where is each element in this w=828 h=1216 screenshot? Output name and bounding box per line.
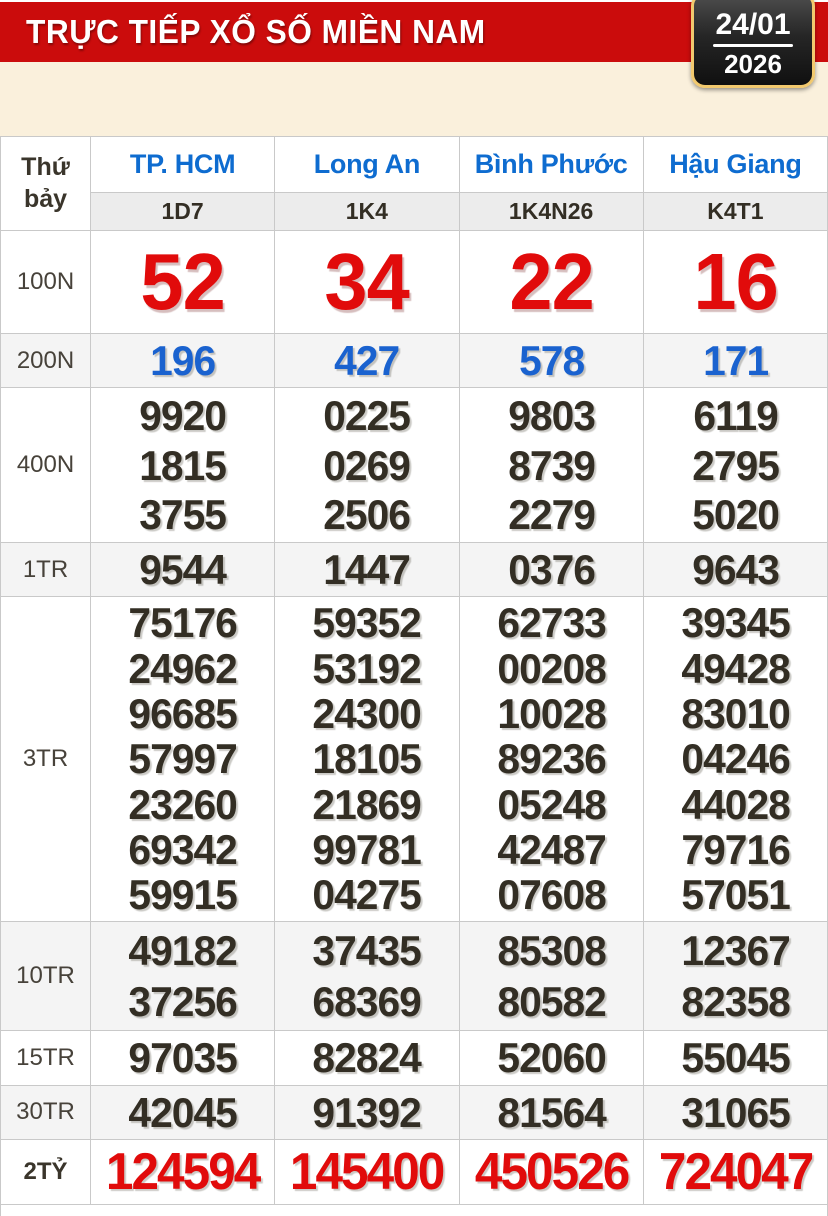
result-cell bbox=[275, 1140, 459, 1205]
result-number: 39345 bbox=[681, 599, 790, 647]
result-cell bbox=[643, 388, 827, 542]
draw-code-longan: 1K4 bbox=[275, 193, 459, 231]
result-cell bbox=[91, 334, 275, 388]
result-number: 9920 bbox=[139, 392, 227, 440]
province-tab-longan[interactable]: Long An bbox=[275, 137, 459, 193]
result-number: 79716 bbox=[681, 826, 790, 874]
province-tab-haugiang[interactable]: Hậu Giang bbox=[643, 137, 827, 193]
result-cell bbox=[459, 1140, 643, 1205]
result-number: 9544 bbox=[139, 545, 227, 593]
result-number: 0225 bbox=[323, 392, 411, 440]
result-cell bbox=[643, 542, 827, 596]
result-number: 8739 bbox=[507, 441, 595, 489]
result-cell bbox=[643, 1140, 827, 1205]
date-separator bbox=[713, 44, 793, 47]
result-cell bbox=[459, 1031, 643, 1085]
result-number: 52060 bbox=[496, 1034, 606, 1082]
prize-label-400N: 400N bbox=[1, 388, 91, 542]
prize-label-2TỶ: 2TỶ bbox=[1, 1140, 91, 1205]
result-number: 2279 bbox=[507, 490, 595, 538]
result-number: 22 bbox=[508, 237, 594, 326]
result-number: 00208 bbox=[496, 644, 606, 692]
result-number: 52 bbox=[140, 237, 225, 326]
page-header bbox=[0, 0, 828, 79]
prize-label-100N: 100N bbox=[1, 231, 91, 334]
result-number: 80582 bbox=[496, 978, 606, 1026]
prize-row-200N bbox=[1, 334, 828, 388]
result-number: 34 bbox=[324, 237, 410, 326]
prize-row-1TR bbox=[1, 542, 828, 596]
result-number: 04246 bbox=[681, 735, 790, 783]
result-number: 427 bbox=[334, 337, 400, 384]
result-cell bbox=[459, 388, 643, 542]
prize-row-15TR bbox=[1, 1031, 828, 1085]
page-title: TRỰC TIẾP XỔ SỐ MIỀN NAM bbox=[26, 13, 486, 50]
result-cell bbox=[91, 542, 275, 596]
result-number: 59915 bbox=[128, 871, 237, 919]
prize-row-10TR bbox=[1, 921, 828, 1030]
result-number: 81564 bbox=[496, 1088, 606, 1136]
prize-row-400N bbox=[1, 388, 828, 542]
lottery-results-table bbox=[0, 136, 828, 1205]
result-number: 55045 bbox=[681, 1034, 790, 1082]
result-number: 12367 bbox=[681, 926, 790, 974]
result-number: 2506 bbox=[323, 490, 411, 538]
result-number: 62733 bbox=[496, 599, 606, 647]
result-number: 6119 bbox=[693, 392, 778, 440]
result-number: 82358 bbox=[681, 978, 790, 1026]
result-cell bbox=[643, 921, 827, 1030]
result-number: 49182 bbox=[128, 926, 237, 974]
result-number: 59352 bbox=[312, 599, 422, 647]
result-cell bbox=[91, 388, 275, 542]
result-cell bbox=[459, 1085, 643, 1139]
draw-code-binhphuoc: 1K4N26 bbox=[459, 193, 643, 231]
result-number: 0376 bbox=[507, 545, 595, 593]
result-number: 89236 bbox=[496, 735, 606, 783]
province-header-row bbox=[1, 137, 828, 193]
result-cell bbox=[91, 1031, 275, 1085]
result-number: 97035 bbox=[128, 1034, 237, 1082]
result-number: 04275 bbox=[312, 871, 422, 919]
result-number: 9803 bbox=[507, 392, 595, 440]
prize-label-200N: 200N bbox=[1, 334, 91, 388]
weekday-label: Thứ bảy bbox=[1, 137, 91, 231]
result-cell bbox=[459, 921, 643, 1030]
result-number: 124594 bbox=[105, 1143, 260, 1202]
result-number: 23260 bbox=[128, 780, 237, 828]
prize-row-30TR bbox=[1, 1085, 828, 1139]
draw-code-row bbox=[1, 193, 828, 231]
result-number: 82824 bbox=[312, 1034, 422, 1082]
result-cell bbox=[275, 542, 459, 596]
result-cell bbox=[91, 921, 275, 1030]
result-cell bbox=[275, 921, 459, 1030]
result-number: 724047 bbox=[658, 1143, 813, 1202]
result-cell bbox=[459, 542, 643, 596]
result-cell bbox=[459, 231, 643, 334]
result-cell bbox=[643, 597, 827, 922]
prize-row-3TR bbox=[1, 597, 828, 922]
result-number: 2795 bbox=[691, 441, 779, 489]
result-number: 85308 bbox=[496, 926, 606, 974]
result-cell bbox=[275, 597, 459, 922]
result-number: 75176 bbox=[128, 599, 237, 647]
result-number: 578 bbox=[518, 337, 584, 384]
result-number: 24300 bbox=[312, 690, 422, 737]
result-number: 145400 bbox=[290, 1143, 444, 1202]
result-number: 69342 bbox=[128, 826, 237, 874]
result-number: 450526 bbox=[474, 1143, 628, 1202]
result-cell bbox=[275, 231, 459, 334]
province-tab-tphcm[interactable]: TP. HCM bbox=[91, 137, 275, 193]
result-number: 37435 bbox=[312, 926, 422, 974]
result-number: 05248 bbox=[496, 780, 606, 828]
result-number: 5020 bbox=[691, 490, 779, 538]
result-cell bbox=[459, 597, 643, 922]
result-number: 42487 bbox=[496, 826, 606, 874]
result-number: 49428 bbox=[681, 644, 790, 692]
result-number: 68369 bbox=[312, 978, 422, 1026]
date-badge[interactable] bbox=[691, 0, 815, 88]
result-cell bbox=[275, 1085, 459, 1139]
date-day: 24/01 bbox=[715, 8, 791, 41]
prize-label-10TR: 10TR bbox=[1, 921, 91, 1030]
result-cell bbox=[643, 1085, 827, 1139]
result-cell bbox=[275, 1031, 459, 1085]
result-number: 44028 bbox=[681, 780, 790, 828]
prize-row-100N bbox=[1, 231, 828, 334]
result-number: 37256 bbox=[128, 978, 237, 1026]
result-cell bbox=[643, 334, 827, 388]
result-number: 31065 bbox=[681, 1088, 790, 1136]
result-number: 18105 bbox=[312, 735, 422, 783]
result-number: 10028 bbox=[496, 690, 606, 737]
result-number: 83010 bbox=[681, 690, 790, 737]
result-cell bbox=[275, 388, 459, 542]
result-number: 196 bbox=[150, 337, 216, 384]
result-cell bbox=[91, 1085, 275, 1139]
result-cell bbox=[91, 597, 275, 922]
result-number: 07608 bbox=[496, 871, 606, 919]
result-number: 53192 bbox=[312, 644, 422, 692]
result-number: 9643 bbox=[691, 545, 779, 593]
result-number: 99781 bbox=[312, 826, 422, 874]
cut-off-footer-row bbox=[0, 1205, 828, 1216]
result-number: 21869 bbox=[312, 780, 422, 828]
result-cell bbox=[275, 334, 459, 388]
result-number: 96685 bbox=[128, 690, 237, 737]
result-number: 1447 bbox=[323, 545, 411, 593]
result-cell bbox=[643, 231, 827, 334]
prize-label-30TR: 30TR bbox=[1, 1085, 91, 1139]
draw-code-tphcm: 1D7 bbox=[91, 193, 275, 231]
result-number: 16 bbox=[693, 237, 778, 326]
province-tab-binhphuoc[interactable]: Bình Phước bbox=[459, 137, 643, 193]
prize-label-1TR: 1TR bbox=[1, 542, 91, 596]
result-number: 91392 bbox=[312, 1088, 422, 1136]
result-number: 0269 bbox=[323, 441, 411, 489]
date-year: 2026 bbox=[724, 48, 782, 79]
result-cell bbox=[459, 334, 643, 388]
result-number: 171 bbox=[702, 337, 768, 384]
result-number: 42045 bbox=[128, 1088, 237, 1136]
draw-code-haugiang: K4T1 bbox=[643, 193, 827, 231]
prize-row-2TỶ bbox=[1, 1140, 828, 1205]
result-cell bbox=[91, 1140, 275, 1205]
result-number: 57997 bbox=[128, 735, 237, 783]
result-cell bbox=[643, 1031, 827, 1085]
result-number: 1815 bbox=[139, 441, 227, 489]
prize-label-15TR: 15TR bbox=[1, 1031, 91, 1085]
result-cell bbox=[91, 231, 275, 334]
result-number: 24962 bbox=[128, 644, 237, 692]
result-number: 3755 bbox=[139, 490, 227, 538]
result-number: 57051 bbox=[681, 871, 790, 919]
prize-label-3TR: 3TR bbox=[1, 597, 91, 922]
